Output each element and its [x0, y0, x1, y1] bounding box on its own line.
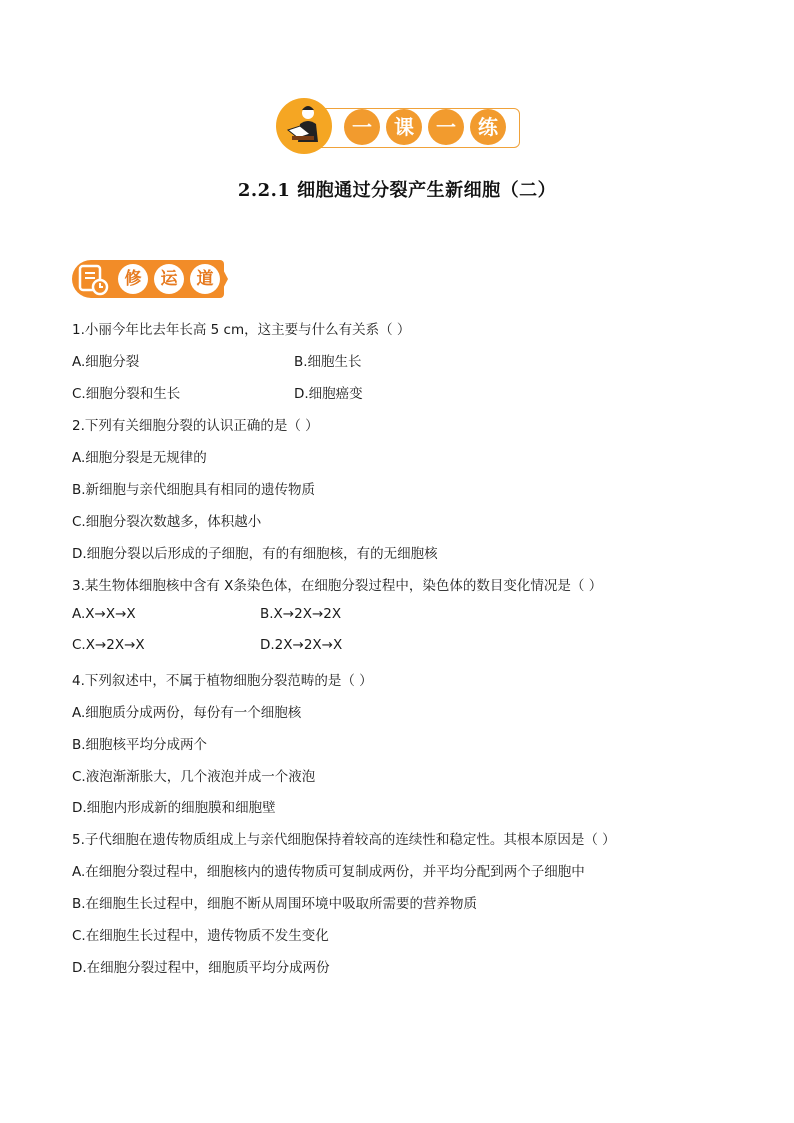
header-banner: [276, 98, 520, 154]
option-d: D.细胞癌变: [294, 386, 363, 402]
option-c: C.细胞分裂和生长: [72, 386, 181, 402]
option-a: A.细胞质分成两份，每份有一个细胞核: [72, 705, 302, 721]
option-d: D.细胞内形成新的细胞膜和细胞壁: [72, 800, 276, 816]
option-a: A.细胞分裂: [72, 354, 140, 370]
option-d: D.在细胞分裂过程中，细胞质平均分成两份: [72, 960, 330, 976]
section-badge: [72, 258, 230, 300]
question-2-stem: 2.下列有关细胞分裂的认识正确的是（ ）: [72, 418, 319, 434]
option-d: D.2X→2X→X: [260, 637, 343, 653]
option-d: D.细胞分裂以后形成的子细胞，有的有细胞核，有的无细胞核: [72, 546, 438, 562]
option-c: C.在细胞生长过程中，遗传物质不发生变化: [72, 928, 329, 944]
question-1-options-row-2: [72, 382, 363, 402]
section-char-3: 道: [190, 264, 220, 294]
question-3-stem: 3.某生物体细胞核中含有 X条染色体，在细胞分裂过程中，染色体的数目变化情况是（ ）: [72, 578, 603, 594]
banner-word-2: 课: [386, 109, 422, 145]
option-b: B.X→2X→2X: [260, 606, 342, 622]
section-char-2: 运: [154, 264, 184, 294]
question-1-stem: 1.小丽今年比去年长高 5 cm，这主要与什么有关系（ ）: [72, 322, 411, 338]
notebook-clock-icon: [74, 258, 114, 300]
reader-icon: [278, 100, 330, 152]
option-a: A.细胞分裂是无规律的: [72, 450, 207, 466]
option-b: B.在细胞生长过程中，细胞不断从周围环境中吸取所需要的营养物质: [72, 896, 478, 912]
banner-emblem: [276, 98, 332, 154]
question-3-options-row-2: [72, 637, 343, 653]
option-c: C.液泡渐渐胀大，几个液泡并成一个液泡: [72, 769, 316, 785]
banner-word-3: 一: [428, 109, 464, 145]
option-b: B.细胞核平均分成两个: [72, 737, 208, 753]
banner-word-4: 练: [470, 109, 506, 145]
question-3-options-row-1: [72, 606, 342, 622]
section-char-1: 修: [118, 264, 148, 294]
option-a: A.在细胞分裂过程中，细胞核内的遗传物质可复制成两份，并平均分配到两个子细胞中: [72, 864, 585, 880]
option-b: B.细胞生长: [294, 354, 362, 370]
question-4-stem: 4.下列叙述中，不属于植物细胞分裂范畴的是（ ）: [72, 673, 373, 689]
page-title: 2.2.1 细胞通过分裂产生新细胞（二）: [237, 180, 557, 201]
question-1-options-row-1: [72, 350, 362, 370]
option-a: A.X→X→X: [72, 606, 136, 622]
banner-word-1: 一: [344, 109, 380, 145]
question-5-stem: 5.子代细胞在遗传物质组成上与亲代细胞保持着较高的连续性和稳定性。其根本原因是（ ）: [72, 832, 616, 848]
option-c: C.细胞分裂次数越多，体积越小: [72, 514, 262, 530]
option-b: B.新细胞与亲代细胞具有相同的遗传物质: [72, 482, 316, 498]
option-c: C.X→2X→X: [72, 637, 145, 653]
